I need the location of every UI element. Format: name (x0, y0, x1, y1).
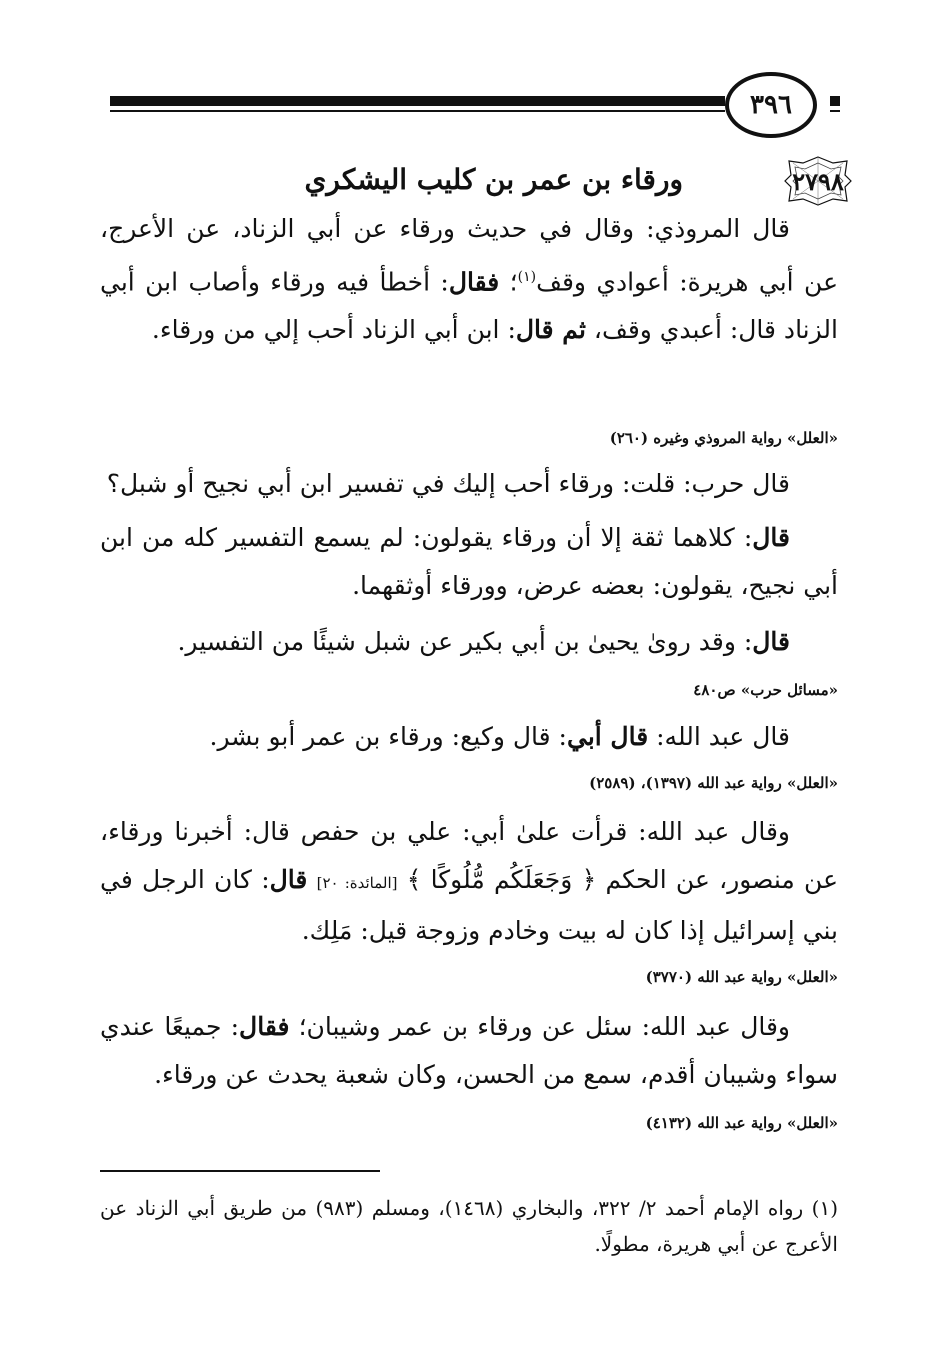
source-citation: «العلل» رواية المروذي وغيره (٢٦٠) (609, 429, 838, 447)
entry-heading (93, 155, 853, 210)
footnote: (١) رواه الإمام أحمد ٢/ ٣٢٢، والبخاري (١٤٦٨)، ومسلم (٩٨٣) من طريق أبي الزناد عن الأعرج عن أبي هريرة، مطولًا. (100, 1196, 838, 1256)
paragraph: قال عبد الله: قال أبي: قال وكيع: ورقاء بن عمر أبو بشر. (209, 722, 790, 751)
entry-number: ٢٧٩٨ (792, 166, 844, 196)
paragraph: قال المروذي: وقال في حديث ورقاء عن أبي الزناد، عن الأعرج، عن أبي هريرة: أعوادي وقف$^{(١)}$؛ فقال: أخطأ فيه ورقاء وأصاب ابن أبي الزناد قال: أعبدي وقف، ثم قال: ابن أبي الزناد أحب إلي من ورقاء. (100, 214, 838, 345)
entry-number-badge (783, 155, 853, 207)
paragraph: وقال عبد الله: سئل عن ورقاء بن عمر وشيبان؛ فقال: جميعًا عندي سواء وشيبان أقدم، سمع من الحسن، وكان شعبة يحدث عن ورقاء. (100, 1012, 838, 1089)
source-citation: «العلل» رواية عبد الله (٤١٣٢) (645, 1114, 838, 1132)
page-number: ٣٩٦ (725, 72, 817, 138)
source-citation: «العلل» رواية عبد الله (١٣٩٧)، (٢٥٨٩) (589, 774, 838, 792)
source-citation: «العلل» رواية عبد الله (٣٧٧٠) (645, 968, 838, 986)
header-rule-end-thin (830, 110, 840, 112)
paragraph: وقال عبد الله: قرأت علىٰ أبي: علي بن حفص قال: أخبرنا ورقاء، عن منصور، عن الحكم ﴿ وَجَعَلَكُم مُّلُوكًا ﴾ [المائدة: ٢٠] قال: كان الرجل في بني إسرائيل إذا كان له بيت وخادم وزوجة قيل: مَلِك. (100, 817, 839, 945)
entry-title: ورقاء بن عمر بن كليب اليشكري (304, 163, 683, 196)
quran-reference: [المائدة: ٢٠] (316, 874, 398, 892)
source-citation: «مسائل حرب» ص٤٨٠ (693, 681, 838, 699)
paragraph: قال حرب: قلت: ورقاء أحب إليك في تفسير ابن أبي نجيح أو شبل؟ (106, 469, 790, 498)
paragraph: قال: كلاهما ثقة إلا أن ورقاء يقولون: لم يسمع التفسير كله من ابن أبي نجيح، يقولون: بعضه عرض، وورقاء أوثقهما. (100, 523, 838, 600)
header-rule-end-thick (830, 96, 840, 106)
page-header (110, 72, 840, 147)
header-rule-thin (110, 110, 725, 112)
header-rule-thick (110, 96, 725, 106)
quran-quote: ﴿ وَجَعَلَكُم مُّلُوكًا ﴾ (406, 865, 597, 894)
footnote-ref[interactable]: (١) (517, 269, 537, 285)
footnote-rule (100, 1170, 380, 1172)
paragraph: قال: وقد روىٰ يحيىٰ بن أبي بكير عن شبل شيئًا من التفسير. (177, 627, 790, 656)
